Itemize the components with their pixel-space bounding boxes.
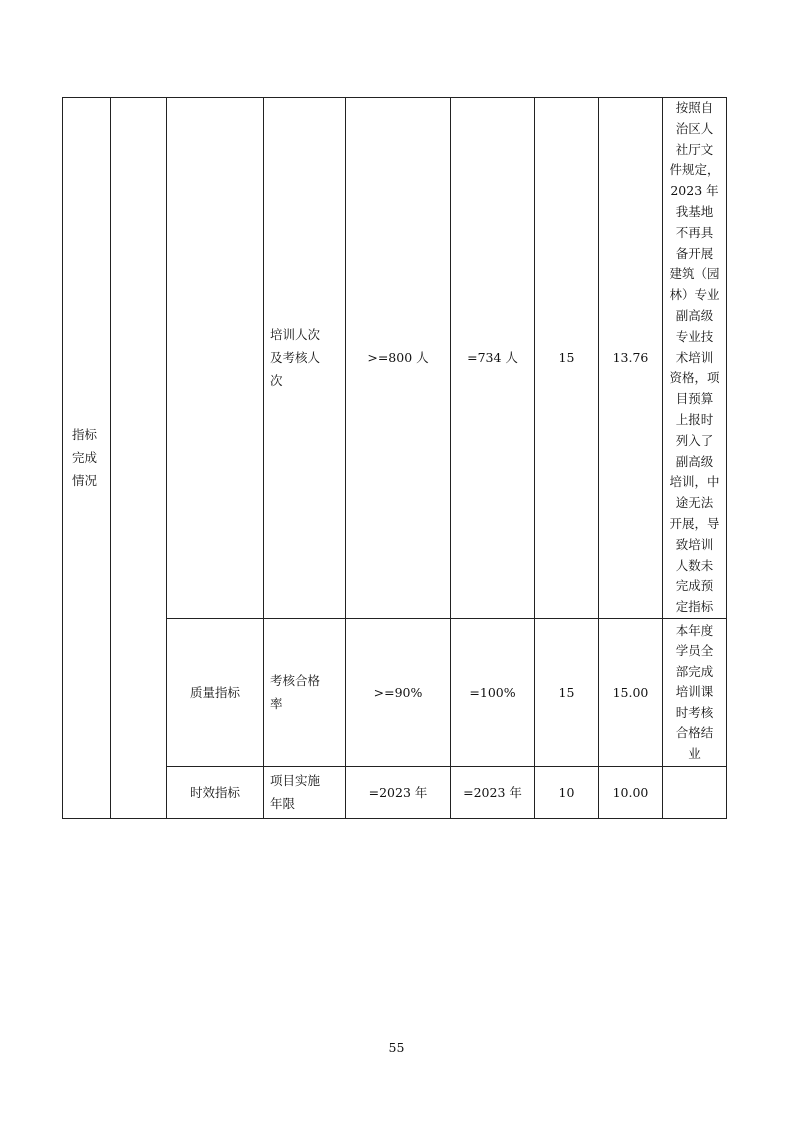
target-value: =2023 年 [368, 784, 428, 800]
target-cell [346, 766, 451, 818]
target-value: >=800 人 [367, 350, 429, 366]
section-label: 指标 完成 情况 [72, 427, 98, 489]
category-label: 时效指标 [189, 784, 240, 800]
score-cell [599, 766, 663, 818]
actual-value: =734 人 [467, 350, 518, 366]
actual-cell [451, 766, 535, 818]
score-value: 15.00 [612, 684, 649, 700]
indicator-cell [264, 618, 346, 766]
note-text: 本年度 学员全 部完成 培训课 时考核 合格结 业 [675, 622, 714, 761]
actual-value: =2023 年 [463, 784, 522, 800]
actual-value: =100% [469, 684, 516, 700]
weight-cell [535, 98, 599, 619]
note-cell [663, 766, 727, 818]
weight-value: 15 [558, 684, 575, 700]
category-label: 质量指标 [189, 684, 240, 700]
table-row [63, 98, 727, 619]
score-cell [599, 618, 663, 766]
note-cell [663, 618, 727, 766]
indicator-name: 项目实施 年限 [270, 773, 321, 812]
category-cell [167, 766, 264, 818]
category-cell [167, 618, 264, 766]
weight-cell [535, 618, 599, 766]
score-value: 13.76 [612, 350, 649, 366]
target-value: >=90% [373, 684, 423, 700]
score-cell [599, 98, 663, 619]
weight-cell [535, 766, 599, 818]
page-number: 55 [388, 1040, 405, 1055]
weight-value: 15 [558, 350, 575, 366]
target-cell [346, 618, 451, 766]
blank-column-cell [111, 98, 167, 819]
note-cell [663, 98, 727, 619]
indicator-name: 考核合格 率 [270, 673, 321, 712]
actual-cell [451, 618, 535, 766]
category-cell [167, 98, 264, 619]
weight-value: 10 [558, 784, 575, 800]
indicator-cell [264, 766, 346, 818]
target-cell [346, 98, 451, 619]
actual-cell [451, 98, 535, 619]
note-text: 按照自 治区人 社厅文 件规定， 2023 年 我基地 不再具 备开展 建筑（园 林）专业 副高级 专业技 术培训 资格，项 目预算 上报时 列入了 副高级 培训，中 途无法 开展，导 致培训 人数未 完成预 定指标 [669, 100, 720, 615]
indicator-cell [264, 98, 346, 619]
score-value: 10.00 [612, 784, 649, 800]
section-label-cell [63, 98, 111, 819]
indicator-table [62, 97, 727, 819]
indicator-name: 培训人次 及考核人 次 [270, 327, 321, 389]
